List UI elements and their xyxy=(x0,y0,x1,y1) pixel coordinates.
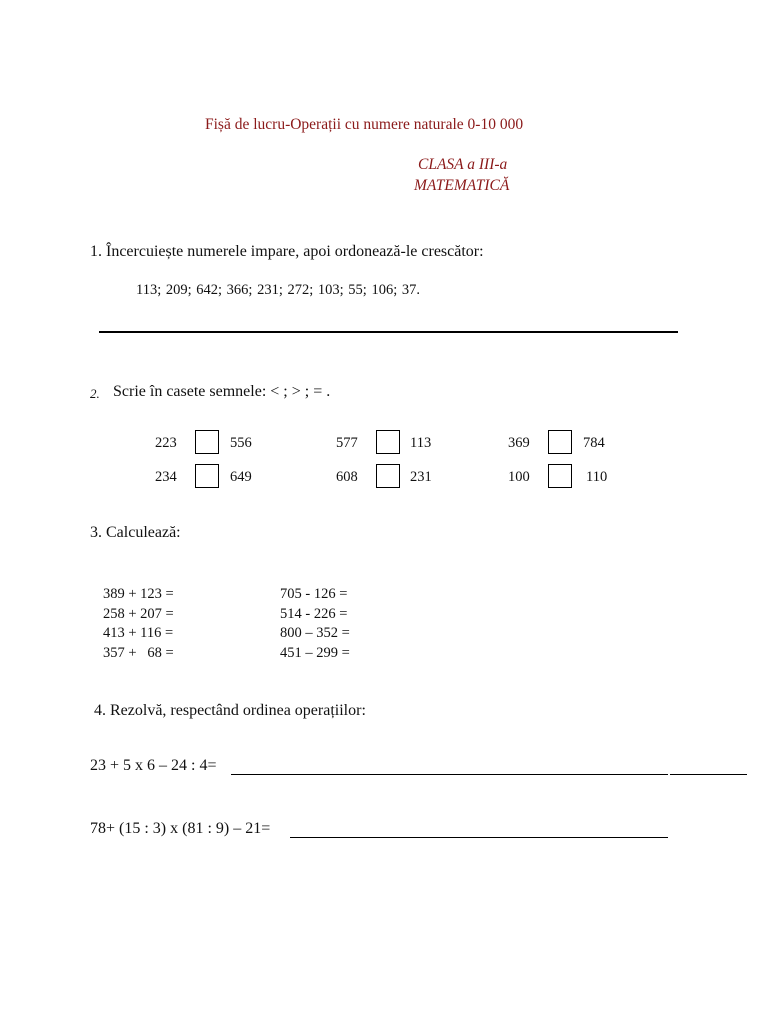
comparison-box[interactable] xyxy=(376,430,400,454)
comparison-left-number: 100 xyxy=(508,469,530,485)
subtraction-column xyxy=(280,585,350,664)
addition-problem: 389 + 123 = xyxy=(103,586,174,602)
comparison-right-number: 110 xyxy=(586,469,608,485)
comparison-left-number: 223 xyxy=(155,435,177,451)
class-label: CLASA a III-a xyxy=(418,156,508,173)
comparison-right-number: 784 xyxy=(583,435,605,451)
comparison-right-number: 556 xyxy=(230,435,252,451)
exercise-2-number: 2. xyxy=(90,386,100,401)
addition-problem: 258 + 207 = xyxy=(103,605,174,622)
subtraction-problem: 705 - 126 = xyxy=(280,586,348,602)
comparison-box[interactable] xyxy=(195,464,219,488)
subtraction-problem: 451 – 299 = xyxy=(280,645,350,662)
comparison-right-number: 649 xyxy=(230,469,252,485)
comparison-left-number: 234 xyxy=(155,469,177,485)
comparison-left-number: 577 xyxy=(336,435,358,451)
exercise-2-prompt: Scrie în casete semnele: < ; > ; = . xyxy=(113,383,331,400)
comparison-box[interactable] xyxy=(376,464,400,488)
subtraction-problem: 800 – 352 = xyxy=(280,625,350,642)
comparison-box[interactable] xyxy=(548,430,572,454)
answer-line[interactable] xyxy=(99,331,678,333)
answer-line[interactable] xyxy=(290,837,668,838)
comparison-box[interactable] xyxy=(195,430,219,454)
comparison-right-number: 231 xyxy=(410,469,432,485)
exercise-4-prompt: 4. Rezolvă, respectând ordinea operațiilor: xyxy=(94,702,366,719)
exercise-3-prompt: 3. Calculează: xyxy=(90,524,181,541)
expression: 78+ (15 : 3) x (81 : 9) – 21= xyxy=(90,820,271,837)
subject-label: MATEMATICĂ xyxy=(414,177,510,194)
worksheet-title: Fișă de lucru-Operații cu numere naturale 0-10 000 xyxy=(205,116,524,133)
exercise-1-prompt: 1. Încercuiește numerele impare, apoi ordonează-le crescător: xyxy=(90,243,484,260)
addition-problem: 413 + 116 = xyxy=(103,625,174,642)
comparison-left-number: 369 xyxy=(508,435,530,451)
comparison-box[interactable] xyxy=(548,464,572,488)
exercise-1-numbers: 113; 209; 642; 366; 231; 272; 103; 55; 106; 37. xyxy=(136,282,420,298)
answer-line[interactable] xyxy=(231,774,668,775)
subtraction-problem: 514 - 226 = xyxy=(280,605,348,622)
addition-column xyxy=(103,585,174,664)
addition-problem: 357 + 68 = xyxy=(103,645,174,662)
answer-line[interactable] xyxy=(670,774,747,775)
expression: 23 + 5 x 6 – 24 : 4= xyxy=(90,757,217,774)
comparison-left-number: 608 xyxy=(336,469,358,485)
comparison-right-number: 113 xyxy=(410,435,432,451)
